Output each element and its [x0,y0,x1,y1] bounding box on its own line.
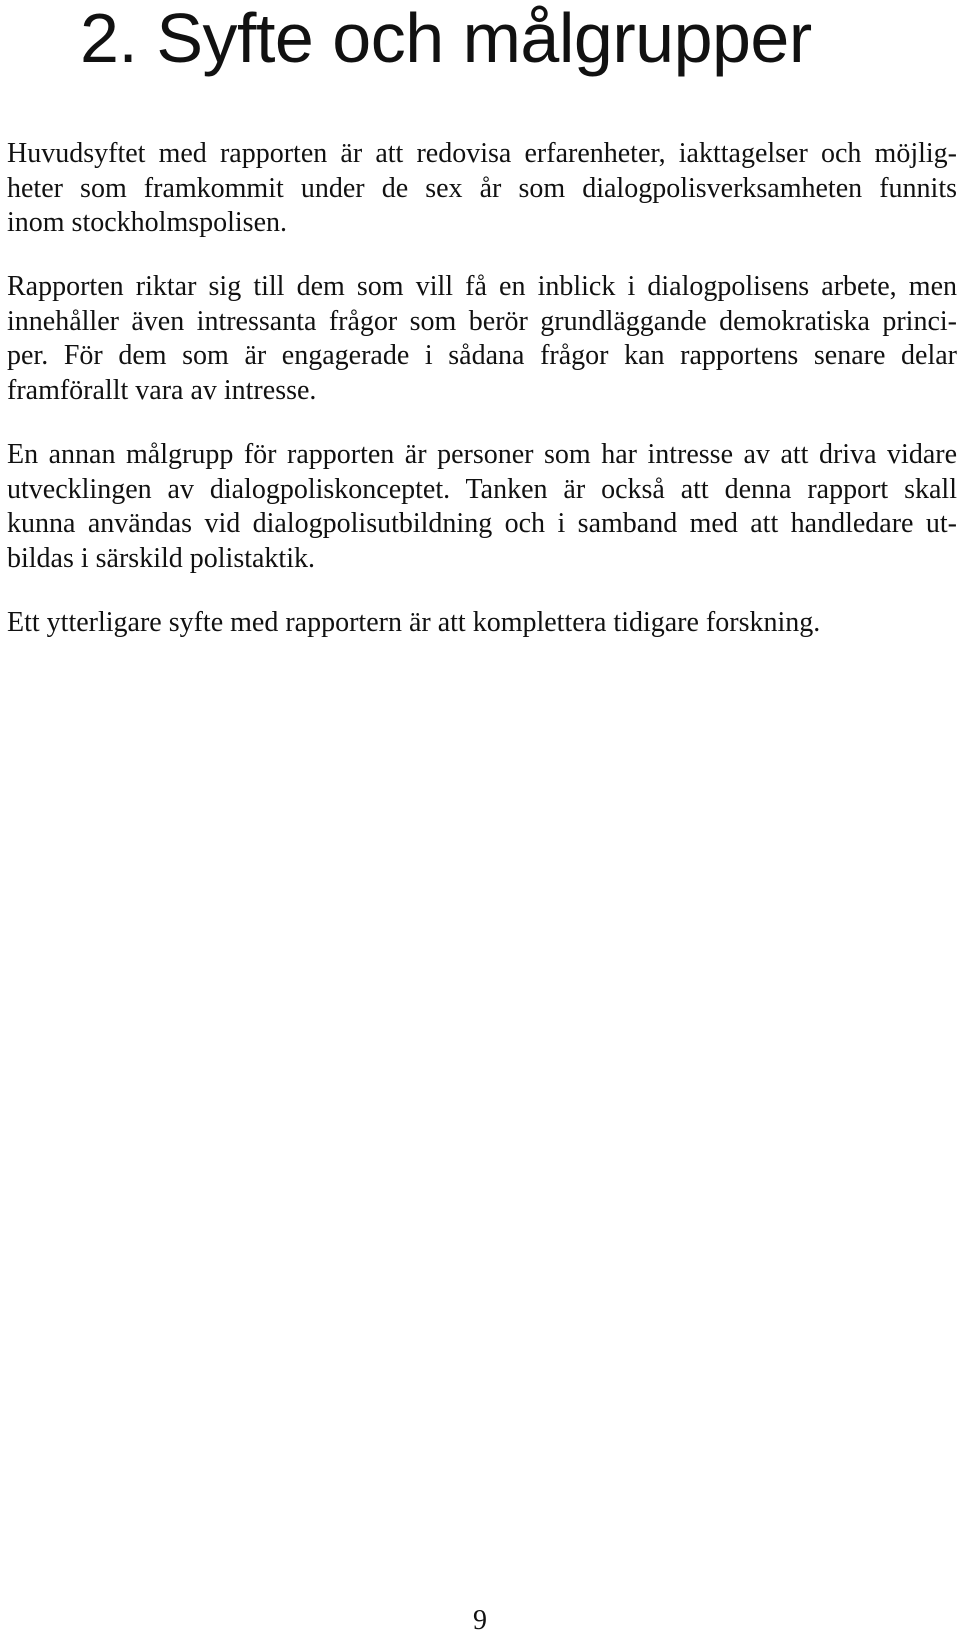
paragraph-line: inom stockholmspolisen. [7,207,287,238]
paragraph-line: kunna användas vid dialogpolisutbildning och i samband med att handledare ut- [7,508,957,539]
paragraph-research [7,606,957,641]
page-number: 9 [473,1605,487,1636]
paragraph-line: utvecklingen av dialogpoliskonceptet. Tanken är också att denna rapport skall [7,473,957,505]
paragraph-purpose [7,137,957,241]
paragraph-line: En annan målgrupp för rapporten är personer som har intresse av att driva vidare [7,439,957,470]
paragraph-line: Ett ytterligare syfte med rapportern är att komplettera tidigare forskning. [7,607,821,638]
paragraph-line: per. För dem som är engagerade i sådana frågor kan rapportens senare delar [7,340,957,371]
paragraph-target-group [7,438,957,576]
paragraph-line: Huvudsyftet med rapporten är att redovisa erfarenheter, iakttagelser och möjlig- [7,138,957,169]
page-title: 2. Syfte och målgrupper [80,0,812,77]
paragraph-line: heter som framkommit under de sex år som dialogpolisverksamheten funnits [7,172,957,204]
paragraph-audience [7,270,957,408]
paragraph-line: Rapporten riktar sig till dem som vill få en inblick i dialogpolisens arbete, men [7,271,957,302]
paragraph-line: innehåller även intressanta frågor som berör grundläggande demokratiska princi- [7,305,957,337]
paragraph-line: framförallt vara av intresse. [7,374,317,406]
paragraph-line: bildas i särskild polistaktik. [7,542,315,574]
